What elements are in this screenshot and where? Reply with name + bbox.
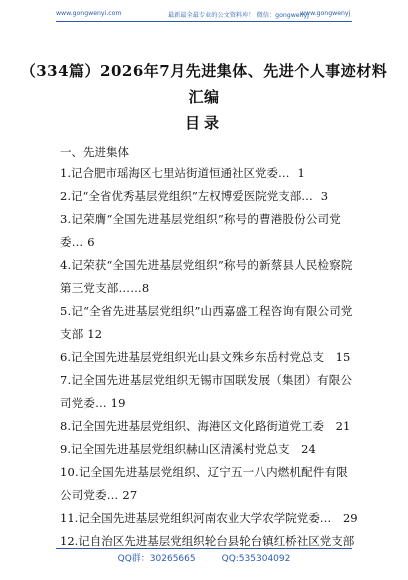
toc-item-text: 2.记“全省优秀基层党组织”左权博爱医院党支部… bbox=[60, 189, 313, 203]
toc-item-text: 1.记合肥市瑶海区七里站街道恒通社区党委… bbox=[60, 166, 290, 180]
toc-item[interactable] bbox=[60, 185, 356, 208]
toc-item-page: 3 bbox=[320, 189, 329, 203]
toc-item-page: 1 bbox=[297, 166, 305, 180]
toc-item-page: 19 bbox=[110, 396, 126, 410]
section-heading: 一、先进集体 bbox=[60, 145, 129, 159]
page-header bbox=[0, 0, 408, 22]
toc-item-text: 7.记全国先进基层党组织无锡市国联发展（集团）有限公司党委… bbox=[60, 373, 353, 410]
toc-item[interactable] bbox=[60, 208, 356, 254]
toc-item-text: 4.记荣获“全国先进基层党组织”称号的新蔡县人民检察院第三党支部…… bbox=[60, 258, 353, 295]
footer-qq-group: QQ群：30265665 bbox=[117, 554, 196, 564]
header-site-left[interactable]: www.gongwenyi.com bbox=[56, 10, 122, 17]
toc-item-page: 24 bbox=[301, 442, 316, 456]
toc-heading: 目录 bbox=[184, 114, 223, 132]
toc-item-text: 12.记自治区先进基层党组织轮台县轮台镇红桥社区党支部 bbox=[60, 534, 355, 548]
toc-item-page: 15 bbox=[335, 350, 351, 364]
toc-item[interactable] bbox=[60, 507, 356, 530]
toc-item[interactable] bbox=[60, 162, 356, 185]
header-slogan: 最新最全最专业的公文资料库！ 微信：gongwenyj bbox=[168, 12, 309, 19]
footer-qq: QQ:535304092 bbox=[221, 554, 291, 564]
header-divider bbox=[56, 21, 352, 22]
document-title-line1: （334篇）2026年7月先进集体、先进个人事迹材料 bbox=[20, 62, 388, 80]
toc-item-text: 11.记全国先进基层党组织河南农业大学农学院党委… bbox=[60, 511, 335, 525]
toc-item[interactable] bbox=[60, 369, 356, 415]
toc-item-page: 27 bbox=[122, 488, 138, 502]
page-footer bbox=[0, 551, 408, 564]
toc-item[interactable] bbox=[60, 300, 356, 346]
header-site-right[interactable]: www.gongwenyj bbox=[300, 10, 351, 17]
toc-item[interactable] bbox=[60, 530, 356, 553]
footer-divider bbox=[56, 548, 352, 549]
toc-item-text: 3.记荣膺“全国先进基层党组织”称号的曹港股份公司党委… bbox=[60, 212, 341, 249]
toc-item-page: 6 bbox=[87, 235, 95, 249]
toc-item[interactable] bbox=[60, 438, 356, 461]
toc-item-text: 8.记全国先进基层党组织、海港区文化路街道党工委 bbox=[60, 419, 328, 433]
toc-item-page: 29 bbox=[342, 511, 358, 525]
toc-item-text: 6.记全国先进基层党组织光山县文殊乡东岳村党总支 bbox=[60, 350, 328, 364]
toc-item-page: 12 bbox=[87, 327, 103, 341]
toc-item[interactable] bbox=[60, 254, 356, 300]
document-title-line2: 汇编 bbox=[188, 88, 220, 106]
toc-item[interactable] bbox=[60, 461, 356, 507]
toc-item-text: 10.记全国先进基层党组织、辽宁五一八内燃机配件有限公司党委… bbox=[60, 465, 348, 502]
toc-item-page: 8 bbox=[141, 281, 150, 295]
toc-item-text: 5.记“全省先进基层党组织”山西嘉盛工程咨询有限公司党支部 bbox=[60, 304, 353, 341]
toc-item-text: 9.记全国先进基层党组织赫山区清溪村党总支 bbox=[60, 442, 294, 456]
toc-item[interactable] bbox=[60, 346, 356, 369]
toc-item-page: 21 bbox=[335, 419, 351, 433]
toc-item[interactable] bbox=[60, 415, 356, 438]
